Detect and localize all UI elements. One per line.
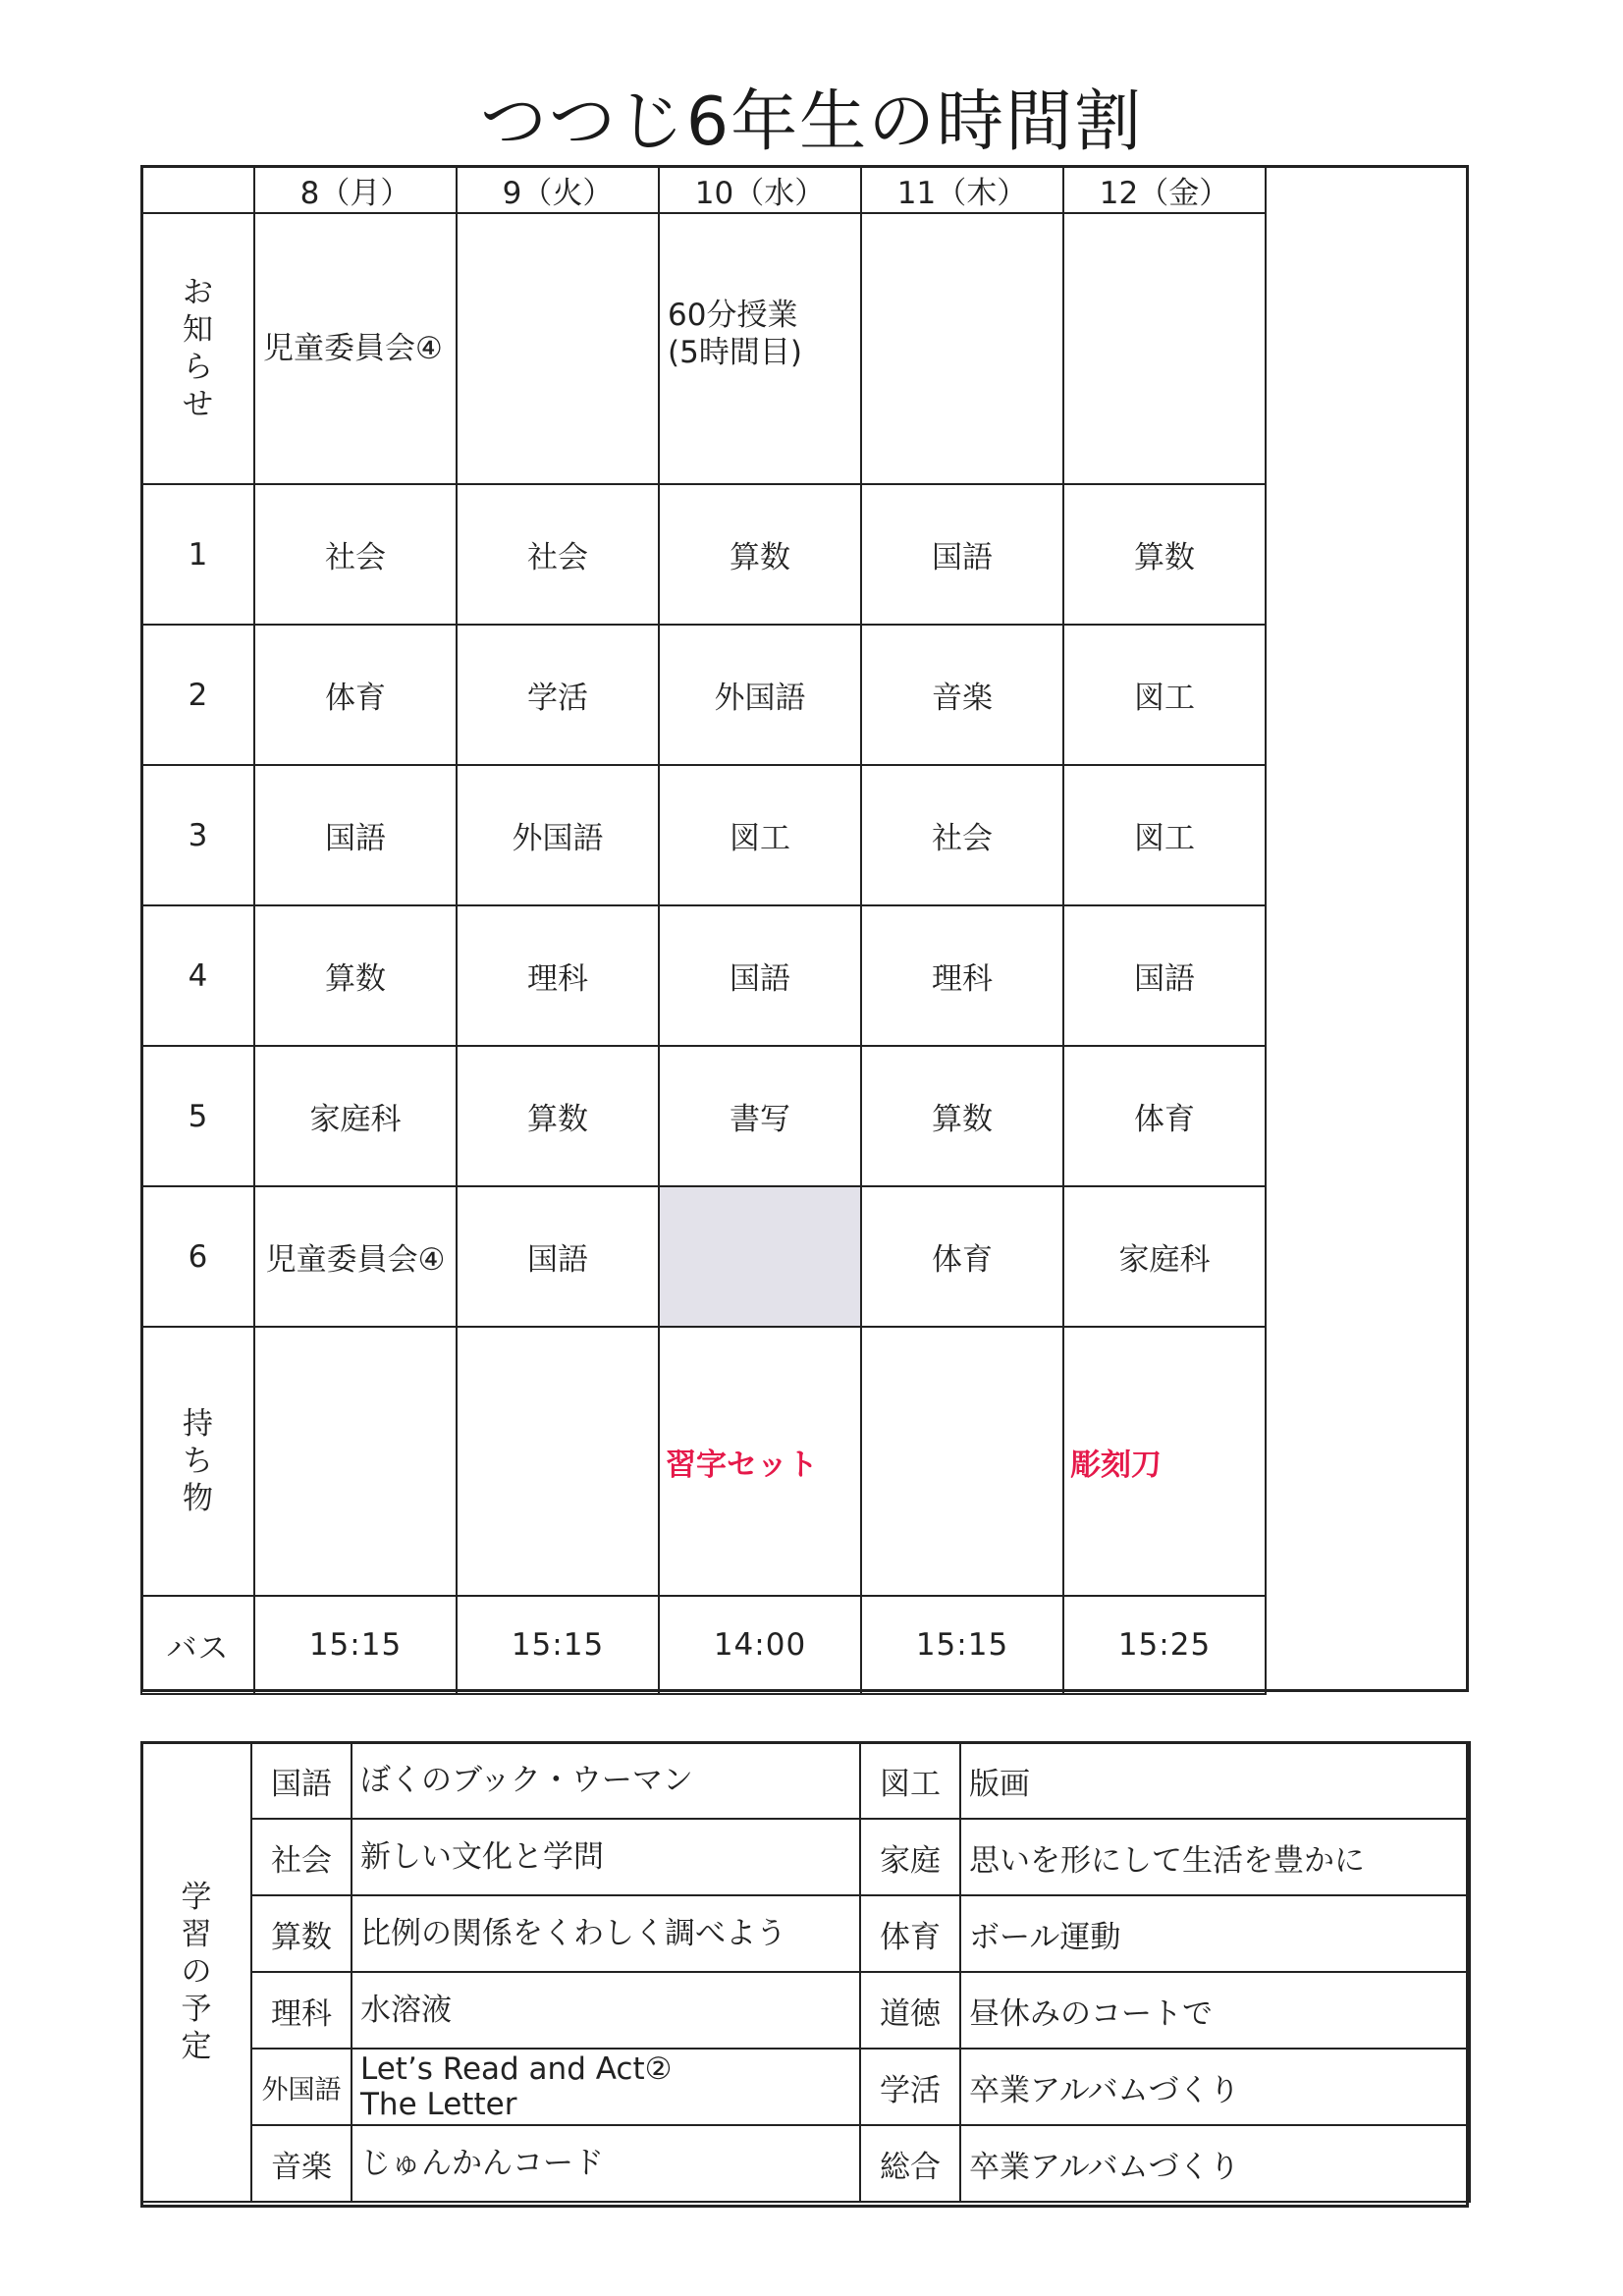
subject-cell: 算数 — [1063, 484, 1266, 625]
period-row — [141, 484, 1266, 625]
subject-cell: 図工 — [1063, 765, 1266, 905]
subject-cell: 算数 — [254, 905, 457, 1046]
period-number: 2 — [141, 625, 254, 765]
plan-subject: 外国語 — [251, 2049, 352, 2125]
bus-time: 14:00 — [659, 1596, 861, 1694]
notice-text: 児童委員会④ — [263, 331, 443, 366]
subject-cell: 社会 — [861, 765, 1063, 905]
plan-topic: Let’s Read and Act② The Letter — [352, 2049, 860, 2125]
notice-cell — [861, 213, 1063, 484]
notice-cell — [457, 213, 659, 484]
subject-cell — [659, 1186, 861, 1327]
subject-cell: 家庭科 — [254, 1046, 457, 1186]
plan-subject: 社会 — [251, 1819, 352, 1895]
plan-subject: 学活 — [860, 2049, 960, 2125]
subject-cell: 理科 — [861, 905, 1063, 1046]
subject-cell: 児童委員会④ — [254, 1186, 457, 1327]
period-row — [141, 765, 1266, 905]
subject-cell: 体育 — [861, 1186, 1063, 1327]
notice-cell — [659, 213, 861, 484]
items-label-cell — [141, 1327, 254, 1596]
notice-label-cell — [141, 213, 254, 484]
plan-topic: 卒業アルバムづくり — [960, 2125, 1470, 2202]
item-text: 彫刻刀 — [1070, 1447, 1162, 1483]
subject-cell: 理科 — [457, 905, 659, 1046]
bus-row — [141, 1596, 1266, 1694]
notice-cell — [1063, 213, 1266, 484]
day-header: 9（火） — [457, 166, 659, 213]
plan-label-cell — [141, 1742, 251, 2202]
day-header: 10（水） — [659, 166, 861, 213]
bus-time: 15:15 — [254, 1596, 457, 1694]
subject-cell: 体育 — [1063, 1046, 1266, 1186]
period-number: 1 — [141, 484, 254, 625]
plan-topic: 思いを形にして生活を豊かに — [960, 1819, 1470, 1895]
plan-row — [141, 1895, 1470, 1972]
plan-topic: ボール運動 — [960, 1895, 1470, 1972]
corner-cell — [141, 166, 254, 213]
items-cell — [254, 1327, 457, 1596]
subject-cell: 国語 — [457, 1186, 659, 1327]
plan-topic: 比例の関係をくわしく調べよう — [352, 1895, 860, 1972]
subject-cell: 社会 — [254, 484, 457, 625]
subject-cell: 図工 — [1063, 625, 1266, 765]
plan-topic: じゅんかんコード — [352, 2125, 860, 2202]
period-number: 4 — [141, 905, 254, 1046]
subject-cell: 外国語 — [659, 625, 861, 765]
subject-cell: 算数 — [457, 1046, 659, 1186]
plan-topic: 新しい文化と学問 — [352, 1819, 860, 1895]
plan-topic: 昼休みのコートで — [960, 1972, 1470, 2049]
bus-label: バス — [141, 1596, 254, 1694]
item-text: 習字セット — [666, 1447, 818, 1483]
items-row — [141, 1327, 1266, 1596]
plan-subject: 総合 — [860, 2125, 960, 2202]
plan-subject: 音楽 — [251, 2125, 352, 2202]
plan-row — [141, 2049, 1470, 2125]
subject-cell: 図工 — [659, 765, 861, 905]
plan-row — [141, 1742, 1470, 1819]
plan-row — [141, 1819, 1470, 1895]
bus-time: 15:25 — [1063, 1596, 1266, 1694]
items-cell — [861, 1327, 1063, 1596]
subject-cell: 算数 — [659, 484, 861, 625]
plan-subject: 国語 — [251, 1742, 352, 1819]
notice-text: 60分授業 (5時間目) — [668, 298, 802, 370]
period-row — [141, 1046, 1266, 1186]
subject-cell: 算数 — [861, 1046, 1063, 1186]
items-label: 持ち物 — [183, 1406, 213, 1516]
plan-topic: 卒業アルバムづくり — [960, 2049, 1470, 2125]
period-number: 6 — [141, 1186, 254, 1327]
plan-subject: 図工 — [860, 1742, 960, 1819]
day-header: 12（金） — [1063, 166, 1266, 213]
bus-time: 15:15 — [457, 1596, 659, 1694]
period-row — [141, 1186, 1266, 1327]
period-number: 5 — [141, 1046, 254, 1186]
plan-subject: 道徳 — [860, 1972, 960, 2049]
plan-row — [141, 2125, 1470, 2202]
plan-subject: 体育 — [860, 1895, 960, 1972]
subject-cell: 国語 — [254, 765, 457, 905]
notice-cell — [254, 213, 457, 484]
subject-cell: 学活 — [457, 625, 659, 765]
items-cell — [457, 1327, 659, 1596]
plan-topic: ぼくのブック・ウーマン — [352, 1742, 860, 1819]
period-row — [141, 625, 1266, 765]
subject-cell: 書写 — [659, 1046, 861, 1186]
plan-topic: 版画 — [960, 1742, 1470, 1819]
study-plan-table — [140, 1741, 1471, 2203]
items-cell — [1063, 1327, 1266, 1596]
subject-cell: 体育 — [254, 625, 457, 765]
bus-time: 15:15 — [861, 1596, 1063, 1694]
subject-cell: 音楽 — [861, 625, 1063, 765]
timetable — [140, 165, 1267, 1695]
plan-subject: 算数 — [251, 1895, 352, 1972]
subject-cell: 国語 — [861, 484, 1063, 625]
period-row — [141, 905, 1266, 1046]
plan-subject: 理科 — [251, 1972, 352, 2049]
subject-cell: 家庭科 — [1063, 1186, 1266, 1327]
subject-cell: 国語 — [1063, 905, 1266, 1046]
plan-label: 学習の予定 — [181, 1880, 212, 2064]
items-cell — [659, 1327, 861, 1596]
plan-subject: 家庭 — [860, 1819, 960, 1895]
subject-cell: 社会 — [457, 484, 659, 625]
subject-cell: 外国語 — [457, 765, 659, 905]
day-header: 11（木） — [861, 166, 1063, 213]
period-number: 3 — [141, 765, 254, 905]
day-header: 8（月） — [254, 166, 457, 213]
plan-row — [141, 1972, 1470, 2049]
plan-topic: 水溶液 — [352, 1972, 860, 2049]
day-header-row — [141, 166, 1266, 213]
notice-label: お知らせ — [183, 275, 213, 422]
page-title: つつじ6年生の時間割 — [479, 83, 1144, 161]
subject-cell: 国語 — [659, 905, 861, 1046]
notice-row — [141, 213, 1266, 484]
